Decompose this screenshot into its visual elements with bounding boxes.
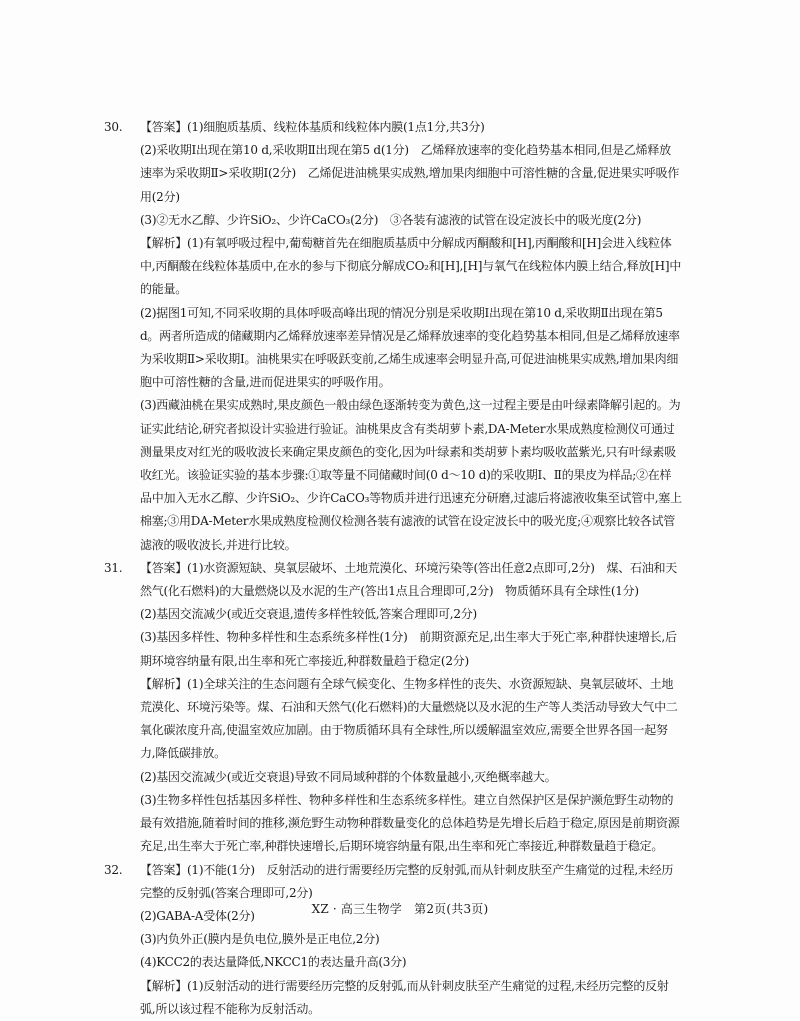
q32-number: 32. <box>104 862 123 877</box>
q30-analysis-1: 【解析】(1)有氧呼吸过程中,葡萄糖首先在细胞质基质中分解成丙酮酸和[H],丙酮酸和[H]会进入线粒体中,丙酮酸在线粒体基质中,在水的参与下彻底分解成CO₂和[H],[H]与氧气在线粒体内膜上结合,释放[H]中的能量。 <box>140 236 682 297</box>
q31-answer-3: (3)基因多样性、物种多样性和生态系统多样性(1分) 前期资源充足,出生率大于死亡率,种群快速增长,后期环境容纳量有限,出生率和死亡率接近,种群数量趋于稳定(2分) <box>140 630 677 668</box>
q32-answer-4: (4)KCC2的表达量降低,NKCC1的表达量升高(3分) <box>140 955 407 970</box>
q31-analysis-2: (2)基因交流减少(或近交衰退)导致不同局域种群的个体数量越小,灭绝概率越大。 <box>140 769 557 784</box>
q31-answer-2: (2)基因交流减少(或近交衰退,遗传多样性较低,答案合理即可,2分) <box>140 607 477 622</box>
q32-answer-1: 【答案】(1)不能(1分) 反射活动的进行需要经历完整的反射弧,而从针刺皮肤至产生痛觉的过程,未经历完整的反射弧(答案合理即可,2分) <box>140 862 674 900</box>
q30-analysis-3: (3)西藏油桃在果实成熟时,果皮颜色一般由绿色逐渐转变为黄色,这一过程主要是由叶绿素降解引起的。为证实此结论,研究者拟设计实验进行验证。油桃果皮含有类胡萝卜素,DA-Meter水果成熟度检测仪可通过测量果皮对红光的吸收波长来确定果皮颜色的变化,因为叶绿素和类胡萝卜素均吸收蓝紫光,只有叶绿素吸收红光。该验证实验的基本步骤:①取等量不同储藏时间(0 d～10 d)的采收期Ⅰ、Ⅱ的果皮为样品;②在样品中加入无水乙醇、少许SiO₂、少许CaCO₃等物质并进行迅速充分研磨,过滤后将滤液收集至试管中,塞上棉塞;③用DA-Meter水果成熟度检测仪检测各装有滤液的试管在设定波长中的吸光度;④观察比较各试管滤液的吸收波长,并进行比较。 <box>140 398 682 552</box>
q30-answer-2: (2)采收期Ⅰ出现在第10 d,采收期Ⅱ出现在第5 d(1分) 乙烯释放速率的变化趋势基本相同,但是乙烯释放速率为采收期Ⅱ>采收期Ⅰ(2分) 乙烯促进油桃果实成熟,增加果肉细胞中可溶性糖的含量,促进果实呼吸作用(2分) <box>140 143 680 204</box>
page-footer: XZ · 高三生物学 第2页(共3页) <box>311 902 489 916</box>
q30-answer-heading <box>104 116 682 139</box>
q32-answer-heading <box>104 859 682 905</box>
q31-answer-1: 【答案】(1)水资源短缺、臭氧层破坏、土地荒漠化、环境污染等(答出任意2点即可,2分) 煤、石油和天然气(化石燃料)的大量燃烧以及水泥的生产(答出1点且合理即可,2分) 物质循环具有全球性(1分) <box>140 560 677 599</box>
page-content <box>104 116 682 1021</box>
q30-analysis-2: (2)据图1可知,不同采收期的具体呼吸高峰出现的情况分别是采收期Ⅰ出现在第10 d,采收期Ⅱ出现在第5 d。两者所造成的储藏期内乙烯释放速率差异情况是乙烯释放速率的变化趋势基本相同,但是乙烯释放速率为采收期Ⅱ>采收期Ⅰ。油桃果实在呼吸跃变前,乙烯生成速率会明显升高,可促进油桃果实成熟,增加果肉细胞中可溶性糖的含量,进而促进果实的呼吸作用。 <box>140 305 680 390</box>
q31-analysis-1: 【解析】(1)全球关注的生态问题有全球气候变化、生物多样性的丧失、水资源短缺、臭氧层破坏、土地荒漠化、环境污染等。煤、石油和天然气(化石燃料)的大量燃烧以及水泥的生产等人类活动导致大气中二氧化碳浓度升高,使温室效应加剧。由于物质循环具有全球性,所以缓解温室效应,需要全世界各国一起努力,降低碳排放。 <box>140 676 678 761</box>
q32-analysis-1: 【解析】(1)反射活动的进行需要经历完整的反射弧,而从针刺皮肤至产生痛觉的过程,未经历完整的反射弧,所以该过程不能称为反射活动。 <box>140 978 669 1016</box>
q30-number: 30. <box>104 120 123 134</box>
q31-number: 31. <box>104 560 123 575</box>
q31-answer-heading <box>104 557 682 603</box>
q30-answer-1: 【答案】(1)细胞质基质、线粒体基质和线粒体内膜(1点1分,共3分) <box>140 120 485 134</box>
q30-answer-3: (3)②无水乙醇、少许SiO₂、少许CaCO₃(2分) ③各装有滤液的试管在设定波长中的吸光度(2分) <box>140 212 642 227</box>
q31-analysis-3: (3)生物多样性包括基因多样性、物种多样性和生态系统多样性。建立自然保护区是保护濒危野生动物的最有效措施,随着时间的推移,濒危野生动物种群数量变化的总体趋势是先增长后趋于稳定,原因是前期资源充足,出生率大于死亡率,种群快速增长,后期环境容纳量有限,出生率和死亡率接近,种群数量趋于稳定。 <box>140 792 680 854</box>
q32-answer-2: (2)GABA-A受体(2分) <box>140 908 255 923</box>
q32-answer-3: (3)内负外正(膜内是负电位,膜外是正电位,2分) <box>140 932 380 947</box>
